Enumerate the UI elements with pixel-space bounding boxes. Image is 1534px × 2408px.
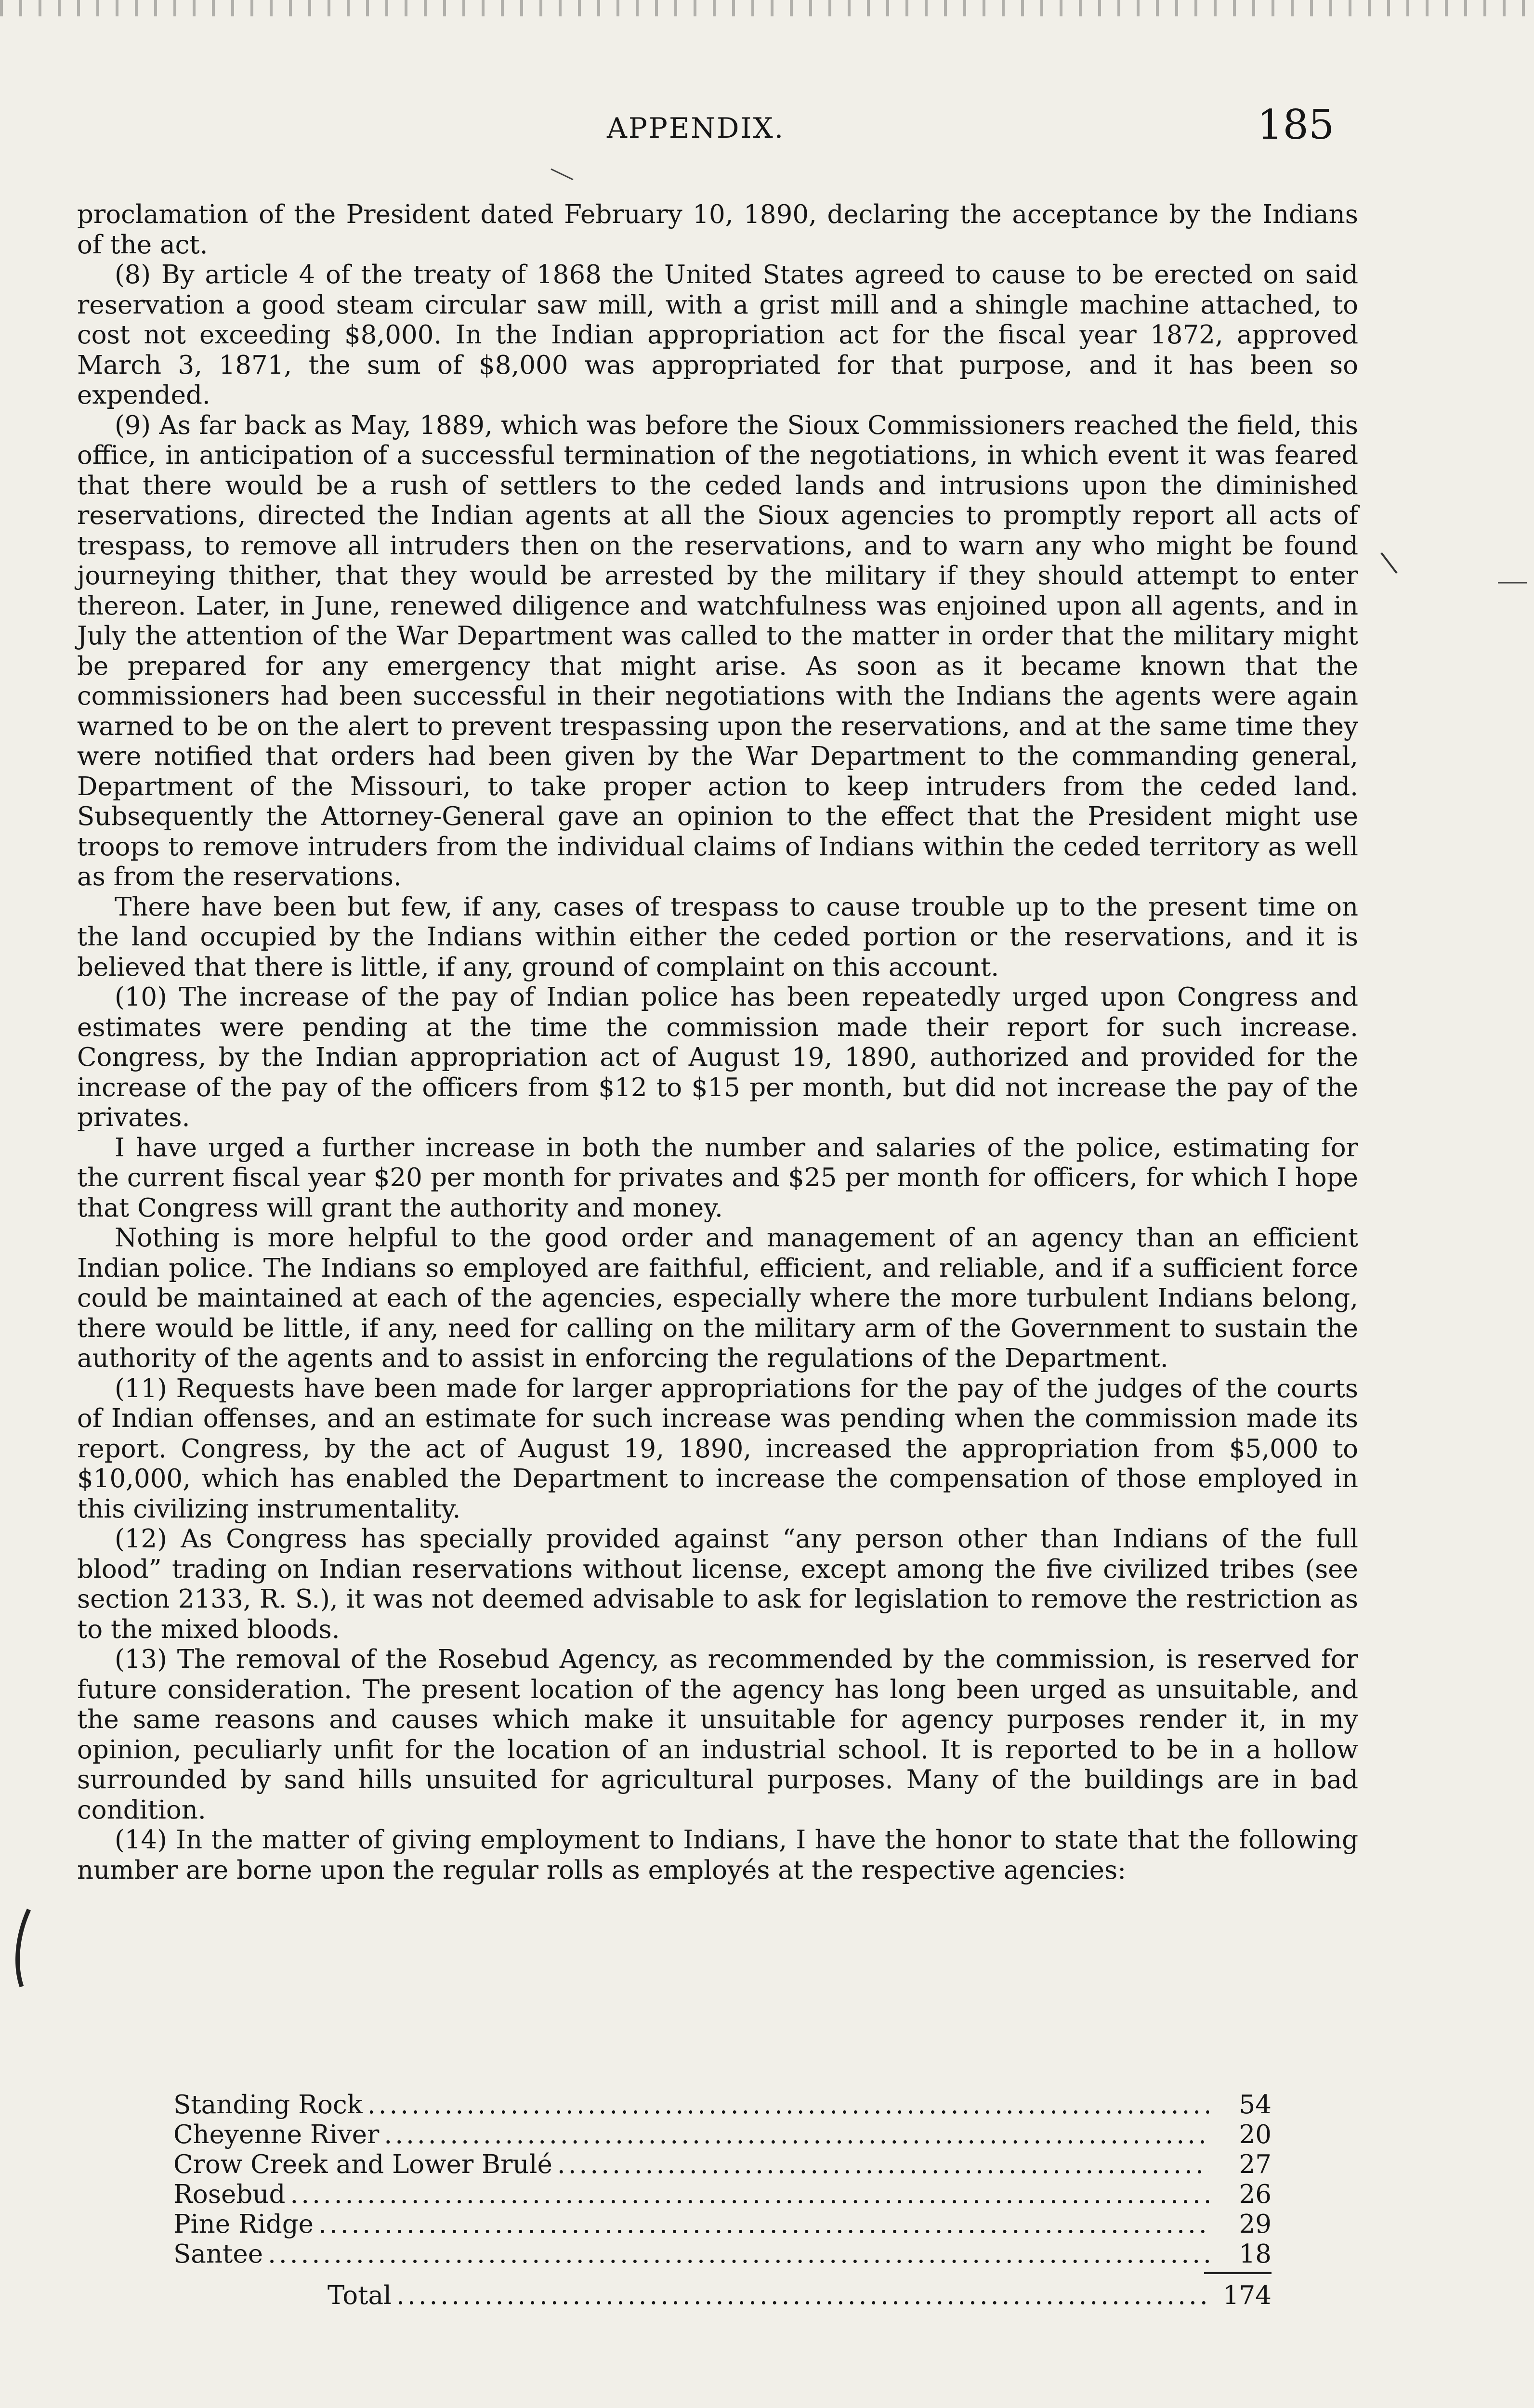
agency-name: Cheyenne River bbox=[173, 2120, 380, 2149]
agency-name: Santee bbox=[173, 2239, 263, 2269]
leader-dots bbox=[557, 2150, 1209, 2180]
leader-dots bbox=[268, 2239, 1209, 2269]
paragraph-9-trespass: (9) As far back as May, 1889, which was before the Sioux Commissioners reached the field, this office, in anticipation of a successful termination of the negotiations, in which event it was feared that there would be a rush of settlers to the ceded lands and intrusions upon the diminished reservations, directed the Indian agents at all the Sioux agencies to promptly report all acts of trespass, to remove all intruders then on the reservations, and to warn any who might be found journeying thither, that they would be arrested by the military if they should attempt to enter thereon. Later, in June, renewed diligence and watchfulness was enjoined upon all agents, and in July the attention of the War Department was called to the matter in order that the military might be prepared for any emergency that might arise. As soon as it became known that the commissioners had been successful in their negotiations with the Indians the agents were again warned to be on the alert to prevent trespassing upon the reservations, and at the same time they were notified that orders had been given by the War Department to the commanding general, Department of the Missouri, to take proper action to keep intruders from the ceded land. Subsequently the Attorney-General gave an opinion to the effect that the President might use troops to remove intruders from the individual claims of Indians within the ceded territory as well as from the reservations. bbox=[77, 410, 1358, 891]
agency-name: Rosebud bbox=[173, 2180, 286, 2209]
paragraph-12-trading: (12) As Congress has specially provided against “any person other than Indians of the full blood” trading on Indian reservations without license, except among the five civilized tribes (see section 2133, R. S.), it was not deemed advisable to ask for legislation to remove the restriction as to the mixed bloods. bbox=[77, 1524, 1358, 1644]
margin-dash-mark bbox=[1498, 578, 1527, 588]
paragraph-13-rosebud: (13) The removal of the Rosebud Agency, as recommended by the commission, is reserved for future consideration. The present location of the agency has long been urged as unsuitable, and the same reasons and causes which make it unsuitable for agency purposes render it, in my opinion, peculiarly unfit for the location of an industrial school. It is reported to be in a hollow surrounded by sand hills unsuited for agricultural purposes. Many of the buildings are in bad condition. bbox=[77, 1645, 1358, 1825]
agency-count: 20 bbox=[1239, 2120, 1272, 2149]
table-row bbox=[173, 2210, 1272, 2239]
leader-dots bbox=[396, 2281, 1209, 2311]
agency-employee-table bbox=[173, 2090, 1272, 2311]
total-count: 174 bbox=[1222, 2281, 1272, 2310]
leader-dots bbox=[318, 2210, 1209, 2239]
agency-count: 54 bbox=[1239, 2090, 1272, 2120]
table-row bbox=[173, 2120, 1272, 2150]
table-row bbox=[173, 2239, 1272, 2269]
agency-name: Pine Ridge bbox=[173, 2210, 314, 2239]
table-row bbox=[173, 2180, 1272, 2210]
paragraph-trespass-cases: There have been but few, if any, cases of trespass to cause trouble up to the present time on the land occupied by the Indians within either the ceded portion or the reservations, and it is believed that there is little, if any, ground of complaint on this account. bbox=[77, 892, 1358, 982]
agency-name: Crow Creek and Lower Brulé bbox=[173, 2150, 552, 2179]
total-rule bbox=[1204, 2272, 1272, 2274]
paragraph-14-employment: (14) In the matter of giving employment to Indians, I have the honor to state that the following number are borne upon the regular rolls as employés at the respective agencies: bbox=[77, 1825, 1358, 1885]
paragraph-continuation: proclamation of the President dated February 10, 1890, declaring the acceptance by the Indians of the act. bbox=[77, 200, 1358, 260]
leader-dots bbox=[367, 2090, 1209, 2120]
pencil-tick-mark bbox=[549, 166, 578, 185]
paragraph-police-increase: I have urged a further increase in both the number and salaries of the police, estimating for the current fiscal year $20 per month for privates and $25 per month for officers, for which I hope that Congress will grant the authority and money. bbox=[77, 1133, 1358, 1223]
total-label: Total bbox=[328, 2281, 392, 2310]
agency-count: 26 bbox=[1239, 2180, 1272, 2209]
paragraph-11-judges: (11) Requests have been made for larger appropriations for the pay of the judges of the courts of Indian offenses, and an estimate for such increase was pending when the commission made its report. Congress, by the act of August 19, 1890, increased the appropriation from $5,000 to $10,000, which has enabled the Department to increase the compensation of those employed in this civilizing instrumentality. bbox=[77, 1374, 1358, 1524]
margin-tick-mark bbox=[1377, 549, 1406, 578]
page-number: 185 bbox=[1257, 101, 1335, 148]
agency-count: 27 bbox=[1239, 2150, 1272, 2179]
running-header-title: APPENDIX. bbox=[607, 112, 785, 144]
margin-bracket-mark bbox=[7, 1907, 36, 1989]
paragraph-8-saw-mill: (8) By article 4 of the treaty of 1868 the United States agreed to cause to be erected on said reservation a good steam circular saw mill, with a grist mill and a shingle machine attached, to cost not exceeding $8,000. In the Indian appropriation act for the fiscal year 1872, approved March 3, 1871, the sum of $8,000 was appropriated for that purpose, and it has been so expended. bbox=[77, 260, 1358, 410]
paragraph-10-police-pay: (10) The increase of the pay of Indian police has been repeatedly urged upon Congress and estimates were pending at the time the commission made their report for such increase. Congress, by the Indian appropriation act of August 19, 1890, authorized and provided for the increase of the pay of the officers from $12 to $15 per month, but did not increase the pay of the privates. bbox=[77, 982, 1358, 1132]
leader-dots bbox=[290, 2180, 1209, 2210]
table-row bbox=[173, 2090, 1272, 2120]
total-row bbox=[173, 2281, 1272, 2311]
agency-name: Standing Rock bbox=[173, 2090, 363, 2120]
table-row bbox=[173, 2150, 1272, 2180]
body-text bbox=[77, 200, 1358, 1885]
paragraph-police-helpful: Nothing is more helpful to the good order and management of an agency than an efficient Indian police. The Indians so employed are faithful, efficient, and reliable, and if a sufficient force could be maintained at each of the agencies, especially where the more turbulent Indians belong, there would be little, if any, need for calling on the military arm of the Government to sustain the authority of the agents and to assist in enforcing the regulations of the Department. bbox=[77, 1223, 1358, 1373]
agency-count: 18 bbox=[1239, 2239, 1272, 2269]
scan-edge-artifact bbox=[0, 0, 1534, 16]
leader-dots bbox=[384, 2120, 1209, 2150]
agency-count: 29 bbox=[1239, 2210, 1272, 2239]
